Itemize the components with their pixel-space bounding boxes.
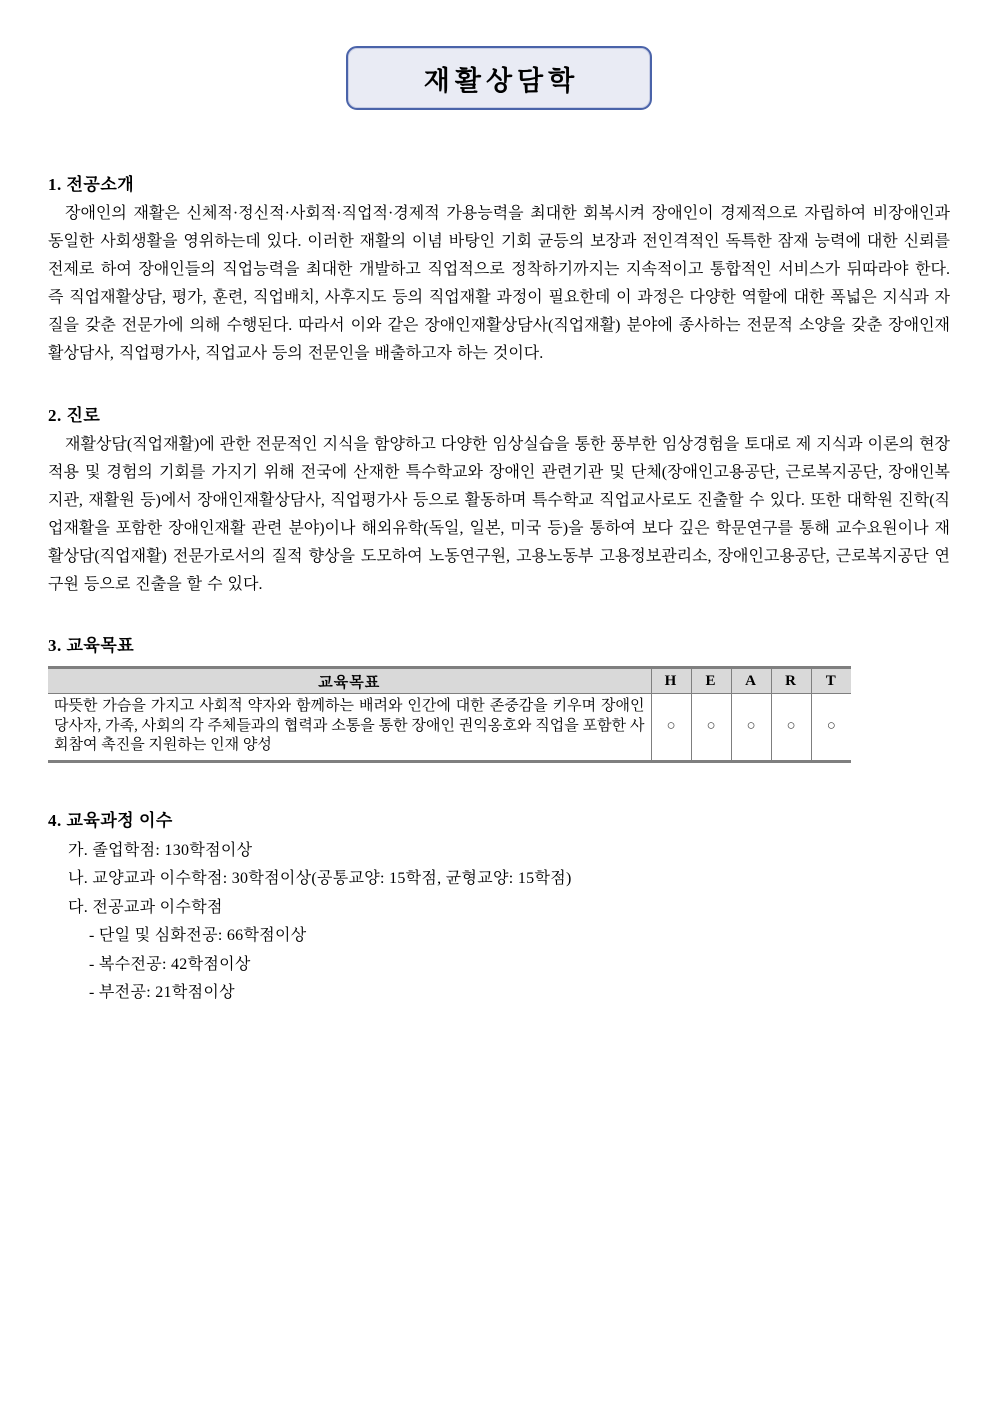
list-item-double-major: - 복수전공: 42학점이상 xyxy=(89,955,251,973)
section-education-goals-heading: 3. 교육목표 xyxy=(48,636,135,655)
table-header-a: A xyxy=(731,668,771,694)
table-header-t: T xyxy=(811,668,851,694)
section-major-intro xyxy=(48,170,950,368)
mark-cell-e: ○ xyxy=(691,694,731,762)
section-career-heading: 2. 진로 xyxy=(48,406,101,425)
list-item-single-intensive-major: - 단일 및 심화전공: 66학점이상 xyxy=(89,927,307,944)
table-header-goal: 교육목표 xyxy=(48,668,651,694)
section-major-intro-body: 장애인의 재활은 신체적·정신적·사회적·직업적·경제적 가용능력을 최대한 회복시켜 장애인이 경제적으로 자립하여 비장애인과 동일한 사회생활을 영위하는데 있다. 이러한 재활의 이념 바탕인 기회 균등의 보장과 전인격적인 독특한 잠재 능력에 대한 신뢰를 전제로 하여 장애인들의 직업능력을 최대한 개발하고 직업적으로 정착하기까지는 지속적이고 통합적인 서비스가 뒤따라야 한다. 즉 직업재활상담, 평가, 훈련, 직업배치, 사후지도 등의 직업재활 과정이 필요한데 이 과정은 다양한 역할에 대한 폭넓은 지식과 자질을 갖춘 전문가에 의해 수행된다. 따라서 이와 같은 장애인재활상담사(직업재활) 분야에 종사하는 전문적 소양을 갖춘 장애인재활상담사, 직업평가사, 직업교사 등의 전문인을 배출하고자 하는 것이다. xyxy=(48,205,950,362)
table-header-r: R xyxy=(771,668,811,694)
list-item-graduation-credits: 가. 졸업학점: 130학점이상 xyxy=(68,841,253,859)
mark-cell-a: ○ xyxy=(731,694,771,762)
list-item-minor: - 부전공: 21학점이상 xyxy=(89,984,235,1001)
section-career xyxy=(48,401,950,599)
mark-cell-h: ○ xyxy=(651,694,691,762)
document-title: 재활상담학 xyxy=(423,65,580,96)
list-item-major-credits: 다. 전공교과 이수학점 xyxy=(68,898,223,916)
section-education-goals xyxy=(48,631,950,763)
list-item-liberal-arts-credits: 나. 교양교과 이수학점: 30학점이상(공통교양: 15학점, 균형교양: 15학점) xyxy=(68,870,572,887)
document-title-box xyxy=(346,46,652,110)
mark-cell-r: ○ xyxy=(771,694,811,762)
mark-cell-t: ○ xyxy=(811,694,851,762)
table-header-row xyxy=(48,668,851,694)
section-curriculum-heading: 4. 교육과정 이수 xyxy=(48,810,173,830)
curriculum-list xyxy=(48,837,950,1008)
section-major-intro-heading: 1. 전공소개 xyxy=(48,175,135,194)
table-header-h: H xyxy=(651,668,691,694)
table-row xyxy=(48,694,851,762)
table-header-e: E xyxy=(691,668,731,694)
section-career-body: 재활상담(직업재활)에 관한 전문적인 지식을 함양하고 다양한 임상실습을 통한 풍부한 임상경험을 토대로 제 지식과 이론의 현장 적용 및 경험의 기회를 가지기 위해 전국에 산재한 특수학교와 장애인 관련기관 및 단체(장애인고용공단, 근로복지공단, 장애인복지관, 재활원 등)에서 장애인재활상담사, 직업평가사 등으로 활동하며 특수학교 직업교사로도 진출할 수 있다. 또한 대학원 진학(직업재활을 포함한 장애인재활 관련 분야)이나 해외유학(독일, 일본, 미국 등)을 통하여 보다 깊은 학문연구를 통해 교수요원이나 재활상담(직업재활) 전문가로서의 질적 향상을 도모하여 노동연구원, 고용노동부 고용정보관리소, 장애인고용공단, 근로복지공단 연구원 등으로 진출을 할 수 있다. xyxy=(48,436,950,593)
section-curriculum xyxy=(48,806,950,1008)
goal-text-cell: 따뜻한 가슴을 가지고 사회적 약자와 함께하는 배려와 인간에 대한 존중감을 키우며 장애인당사자, 가족, 사회의 각 주체들과의 협력과 소통을 통한 장애인 권익옹호와 직업을 포함한 사회참여 촉진을 지원하는 인재 양성 xyxy=(48,694,651,762)
education-goals-table xyxy=(48,666,851,763)
